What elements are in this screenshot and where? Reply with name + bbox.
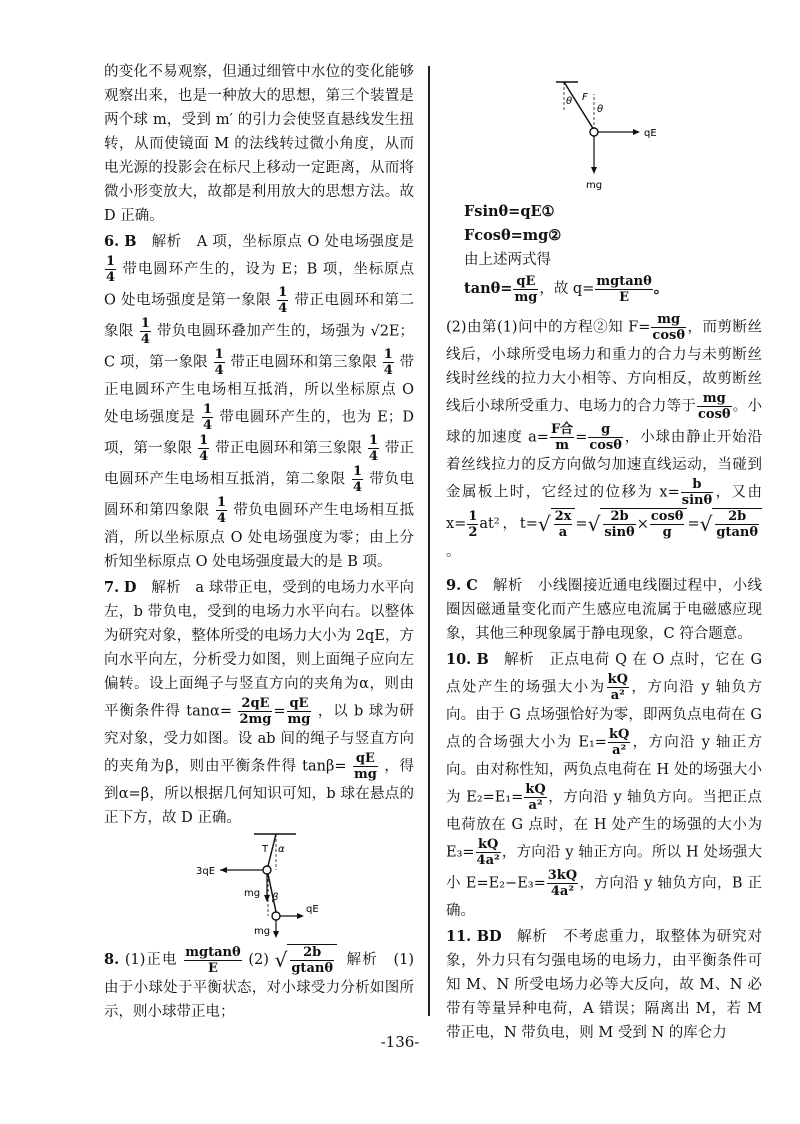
question-number: 8. (104, 951, 120, 968)
fraction: $\frac{1}{4}$ (353, 464, 363, 495)
arrow-head (591, 167, 597, 174)
question-11-solution (446, 925, 762, 1045)
equation-3: 由上述两式得 (464, 252, 551, 268)
answer: C (466, 577, 478, 594)
part2-solution: (2)由第(1)问中的方程②知 F= $\frac{mg}{\cos\theta}$ ，而剪断丝线后，小球所受电场力和重力的合力与未剪断丝线时丝线的拉力大小相等、方向相反，故剪断丝线后小球所受重力、电场力的合力等于 $\frac{mg}{\cos\theta}$ 。小球的加速度 a= $\frac{\text{F合}}{m}$ = $\frac{g}{\cos\theta}$ ，小球由静止开始沿着丝线拉力的反方向做匀加速直线运动，当碰到金属板上时，它经过的位移为 x= $\frac{b}{\sin\theta}$ ，又由 x= $\frac{1}{2}$ at²，t=√ $\frac{2x}{a}$ =√ $\frac{2b}{\sin\theta}$ × $\frac{\cos\theta}{g}$ =√ $\frac{2b}{gtan\theta}$ 。 (446, 312, 763, 560)
sqrt-expression: √ $\frac{2b}{gtan\theta}$ (275, 952, 337, 968)
ball (590, 128, 598, 136)
text: a 球带正电，受到的电场力水平向左，b 带负电，受到的电场力水平向右。以整体为研究对象，整体所受的电场力大小为 2qE，方向水平向左，分析受力如图，则上面绳子应向左偏转。设上面绳子与竖直方向的夹角为α，则由平衡条件得 tanα= (104, 580, 415, 720)
force-diagram-q7 (104, 830, 414, 942)
analysis-label: 解析 (151, 580, 181, 596)
label-qE: qE (644, 128, 657, 139)
text: 带负电圆环叠加产生的，场强为 √2E；C 项，第一象限 (104, 323, 415, 371)
fraction: $\frac{1}{4}$ (217, 495, 227, 526)
arrow-head (220, 867, 227, 873)
right-column (446, 60, 762, 1045)
answer: B (124, 233, 137, 250)
fraction: $\frac{1}{4}$ (106, 254, 116, 285)
equation-1: Fsinθ=qE① (464, 203, 555, 220)
analysis-label: 解析 (503, 652, 535, 668)
question-10-solution: 10. B 解析 正点电荷 Q 在 O 点时，它在 G 点处产生的场强大小为 $\frac{kQ}{\text{a²}}$ ，方向沿 y 轴负方向。由于 G 点场强恰好为零，即两负点电荷在 G 点的合场强大小为 E₁= $\frac{kQ}{\text{a²}}$ ，方向沿 y 轴正方向。由对称性知，两负点电荷在 H 处的场强大小为 E₂=E₁= $\frac{kQ}{\text{a²}}$ ，方向沿 y 轴负方向。当把正点电荷放在 G 点时，在 H 处产生的场强的大小为 E₃= $\frac{kQ}{\text{4a²}}$ ，方向沿 y 轴正方向。所以 H 处场强大小 E=E₂−E₃= $\frac{3kQ}{\text{4a²}}$ ，方向沿 y 轴负方向，B 正确。 (446, 651, 763, 919)
arrow-head (633, 129, 640, 135)
text: 带负电圆环和第四象限 (104, 471, 415, 519)
fraction: $\frac{1}{4}$ (368, 433, 378, 464)
fraction: $\frac{2qE}{2mg}$ (239, 696, 272, 727)
fraction: $\frac{qE}{mg}$ (287, 696, 311, 727)
answer: B (476, 651, 489, 668)
fraction: $\frac{1}{4}$ (140, 316, 150, 347)
part1-answer: (1)正电 (124, 952, 178, 968)
part1-label: (1) (393, 952, 415, 968)
analysis-label: 解析 (492, 578, 523, 594)
label-T: T (262, 844, 269, 855)
fraction: $\frac{qE}{mg}$ (353, 751, 377, 782)
fraction: $\frac{1}{4}$ (278, 285, 288, 316)
force-diagram-q8 (446, 60, 762, 200)
equation-4: tanθ= $\frac{qE}{mg}$ ，故 q= $\frac{mgtan\theta}{E}$ 。 (464, 273, 669, 305)
question-number: 9. (446, 577, 462, 594)
text: 不考虑重力，取整体为研究对象，外力只有匀强电场的电场力，由平衡条件可知 M、N 所受电场力必等大反向，故 M、N 必带有等量异种电荷，A 错误；隔离出 M，若 M 带正电，N 带负电，则 M 受到 N 的库仑力 (446, 929, 763, 1041)
text: 带电圆环产生的，也为 E；D 项，第一象限 (104, 409, 415, 457)
page-number: -136- (380, 1033, 420, 1051)
text: 带电圆环产生的，设为 E；B 项，坐标原点 O 处电场强度是第一象限 (104, 261, 414, 309)
question-9-solution (446, 574, 762, 646)
text: 带负电圆环产生电场相互抵消，所以坐标原点 O 处电场强度为零；由上分析知坐标原点 O 处电场强度最大的是 B 项。 (104, 502, 415, 570)
fraction: $\frac{1}{4}$ (383, 347, 393, 378)
analysis-label: 解析 (151, 234, 182, 250)
column-divider (428, 66, 430, 1016)
fraction: $\frac{mgtan\theta}{E}$ (185, 944, 241, 976)
text: 带正电圆环和第三象限 (230, 354, 377, 371)
question-8-solution (104, 944, 414, 1024)
continued-paragraph: 的变化不易观察，但通过细管中水位的变化能够观察出来，也是一种放大的思想，第三个装置是两个球 m，受到 m′ 的引力会使竖直悬线发生扭转，从而使镜面 M 的法线转过微小角度，从而电光源的投影会在标尺上移动一定距离，从而将微小形变放大，故都是利用放大的思想方法。故 D 正确。 (104, 64, 414, 224)
question-number: 11. (446, 928, 472, 945)
answer: BD (476, 928, 502, 945)
text: 带正电圆环产生电场相互抵消，第二象限 (104, 440, 415, 488)
force-diagram-q8-svg (446, 60, 762, 200)
question-6-solution (104, 230, 414, 574)
arrow-head (264, 895, 270, 902)
label-mg: mg (586, 180, 603, 191)
fraction: $\frac{1}{4}$ (202, 402, 212, 433)
equation-2: Fcosθ=mg② (464, 227, 562, 244)
text: 带正电圆环和第三象限 (214, 440, 363, 457)
analysis-label: 解析 (346, 952, 378, 968)
text: ，以 b 球为研究对象，受力如图。设 ab 间的绳子与竖直方向的夹角为β，则由平衡条件得 tanβ= (104, 703, 415, 775)
answer: D (123, 579, 137, 596)
force-diagram-svg (104, 830, 414, 942)
question-number: 10. (446, 651, 472, 668)
fraction: $\frac{1}{4}$ (199, 433, 209, 464)
arrow-head (273, 931, 279, 938)
text: 带正电圆环和第二象限 (104, 292, 415, 340)
text: 带正电圆环产生电场相互抵消，所以坐标原点 O 处电场强度是 (104, 354, 415, 426)
part2-label: (2) (248, 952, 269, 968)
ball-a (263, 866, 271, 874)
fraction: $\frac{1}{4}$ (214, 347, 224, 378)
question-number: 6. (104, 233, 120, 250)
text: ，得到α=β，所以根据几何知识可知，b 球在悬点的正下方，故 D 正确。 (104, 758, 415, 826)
label-beta: β (272, 892, 279, 903)
label-alpha: α (278, 844, 285, 855)
label-F: F (582, 92, 588, 103)
left-column (104, 60, 414, 1024)
label-mg-1: mg (244, 888, 261, 899)
string-top (268, 834, 276, 866)
text: 小线圈接近通电线圈过程中，小线圈因磁通量变化而产生感应电流属于电磁感应现象，其他三种现象属于静电现象，C 符合题意。 (446, 578, 763, 642)
label-qE: qE (306, 904, 319, 915)
label-3qE: 3qE (196, 866, 216, 877)
label-mg-2: mg (254, 926, 271, 937)
label-theta: θ (566, 96, 573, 107)
label-theta-2: θ (597, 104, 604, 115)
question-number: 7. (104, 579, 120, 596)
text: A 项，坐标原点 O 处电场强度是 (196, 234, 415, 250)
text: 由于小球处于平衡状态，对小球受力分析如图所示，则小球带正电； (104, 980, 414, 1020)
question-7-solution: 7. D 解析 a 球带正电，受到的电场力水平向左，b 带负电，受到的电场力水平向右。以整体为研究对象，整体所受的电场力大小为 2qE，方向水平向左，分析受力如图，则上面绳子应向左偏转。设上面绳子与竖直方向的夹角为α，则由平衡条件得 tanα= $\frac{2qE}{2mg}$ = $\frac{qE}{mg}$ ，以 b 球为研究对象，受力如图。设 ab 间的绳子与竖直方向的夹角为β，则由平衡条件得 tanβ= $\frac{qE}{mg}$ ，得到α=β，所以根据几何知识可知，b 球在悬点的正下方，故 D 正确。 (104, 579, 415, 826)
arrow-head (297, 913, 304, 919)
equations (446, 200, 762, 306)
analysis-label: 解析 (517, 929, 548, 945)
ball-b (272, 912, 280, 920)
